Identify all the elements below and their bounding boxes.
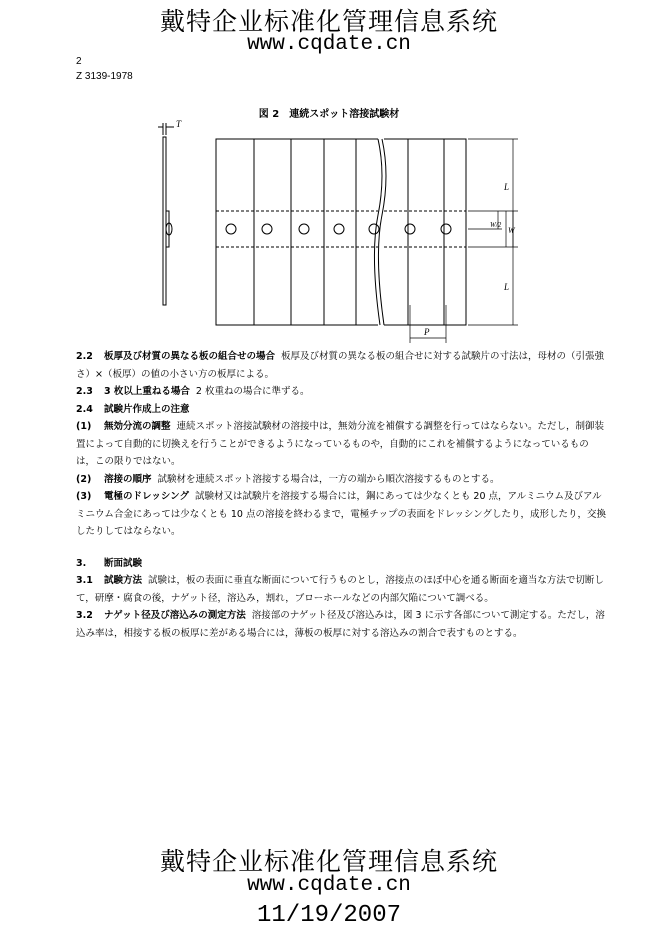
section-3: 3. 断面試験: [76, 557, 143, 569]
item-3: (3) 電極のドレッシング 試験材又は試験片を溶接する場合には，鋼にあっては少なくとも 20 点，アルミニウム及びアルミニウム合金にあっては少なくとも 10 点の溶接を終わるまで，電極チップの表面をドレッシングしたり，成形したり，交換したりしてはならない。: [76, 491, 606, 537]
weld-specimen-figure: [150, 115, 530, 345]
label-P: P: [424, 327, 430, 337]
section-2-4: 2.4 試験片作成上の注意: [76, 403, 190, 415]
section-3-1: 3.1 試験方法 試験は，板の表面に垂直な断面について行うものとし，溶接点のほぼ中心を通る断面を適当な方法で切断して，研摩・腐食の後，ナゲット径，溶込み，割れ，ブローホールなどの内部欠陥について調べる。: [76, 575, 604, 604]
watermark-url-bottom: www.cqdate.cn: [247, 874, 411, 897]
item-2: (2) 溶接の順序 試験材を連続スポット溶接する場合は，一方の端から順次溶接するものとする。: [76, 473, 500, 485]
watermark-date: 11/19/2007: [256, 902, 402, 929]
body-text: [76, 348, 606, 642]
watermark-title-top: 戴特企业标准化管理信息系统: [159, 7, 498, 36]
label-T: T: [176, 119, 182, 129]
section-3-2: 3.2 ナゲット径及び溶込みの測定方法 溶接部のナゲット径及び溶込みは，図 3 に示す各部について測定する。ただし，溶込み率は，相接する板の板厚に差がある場合には，薄板の板厚に対する溶込みの割合で表すものとする。: [76, 610, 605, 639]
label-W-half: W/2: [490, 221, 502, 229]
label-L-bottom: L: [504, 282, 510, 292]
watermark-title-bottom: 戴特企业标准化管理信息系统: [159, 847, 498, 876]
section-2-2: 2.2 板厚及び材質の異なる板の組合せの場合 板厚及び材質の異なる板の組合せに対する試験片の寸法は，母材の（引張強さ）×（板厚）の値の小さい方の板厚による。: [76, 351, 605, 380]
label-W: W: [508, 226, 515, 235]
side-view: [158, 123, 174, 305]
section-2-3: 2.3 3 枚以上重ねる場合 2 枚重ねの場合に準ずる。: [76, 386, 310, 397]
item-1: (1) 無効分流の調整 連続スポット溶接試験材の溶接中は，無効分流を補償する調整を行ってはならない。ただし，制御装置によって自動的に切換えを行うことができるようになっているものや，自動的にこれを補償するようになっているものは，この限りではない。: [76, 421, 605, 467]
figure-caption: 図 2 連続スポット溶接試験材: [258, 109, 400, 120]
watermark-url-top: www.cqdate.cn: [247, 33, 411, 56]
plate-right: [384, 139, 466, 325]
page-number: 2: [76, 56, 82, 67]
standard-number: Z 3139-1978: [76, 71, 133, 82]
label-L-top: L: [504, 182, 510, 192]
plate-left: [216, 139, 379, 325]
